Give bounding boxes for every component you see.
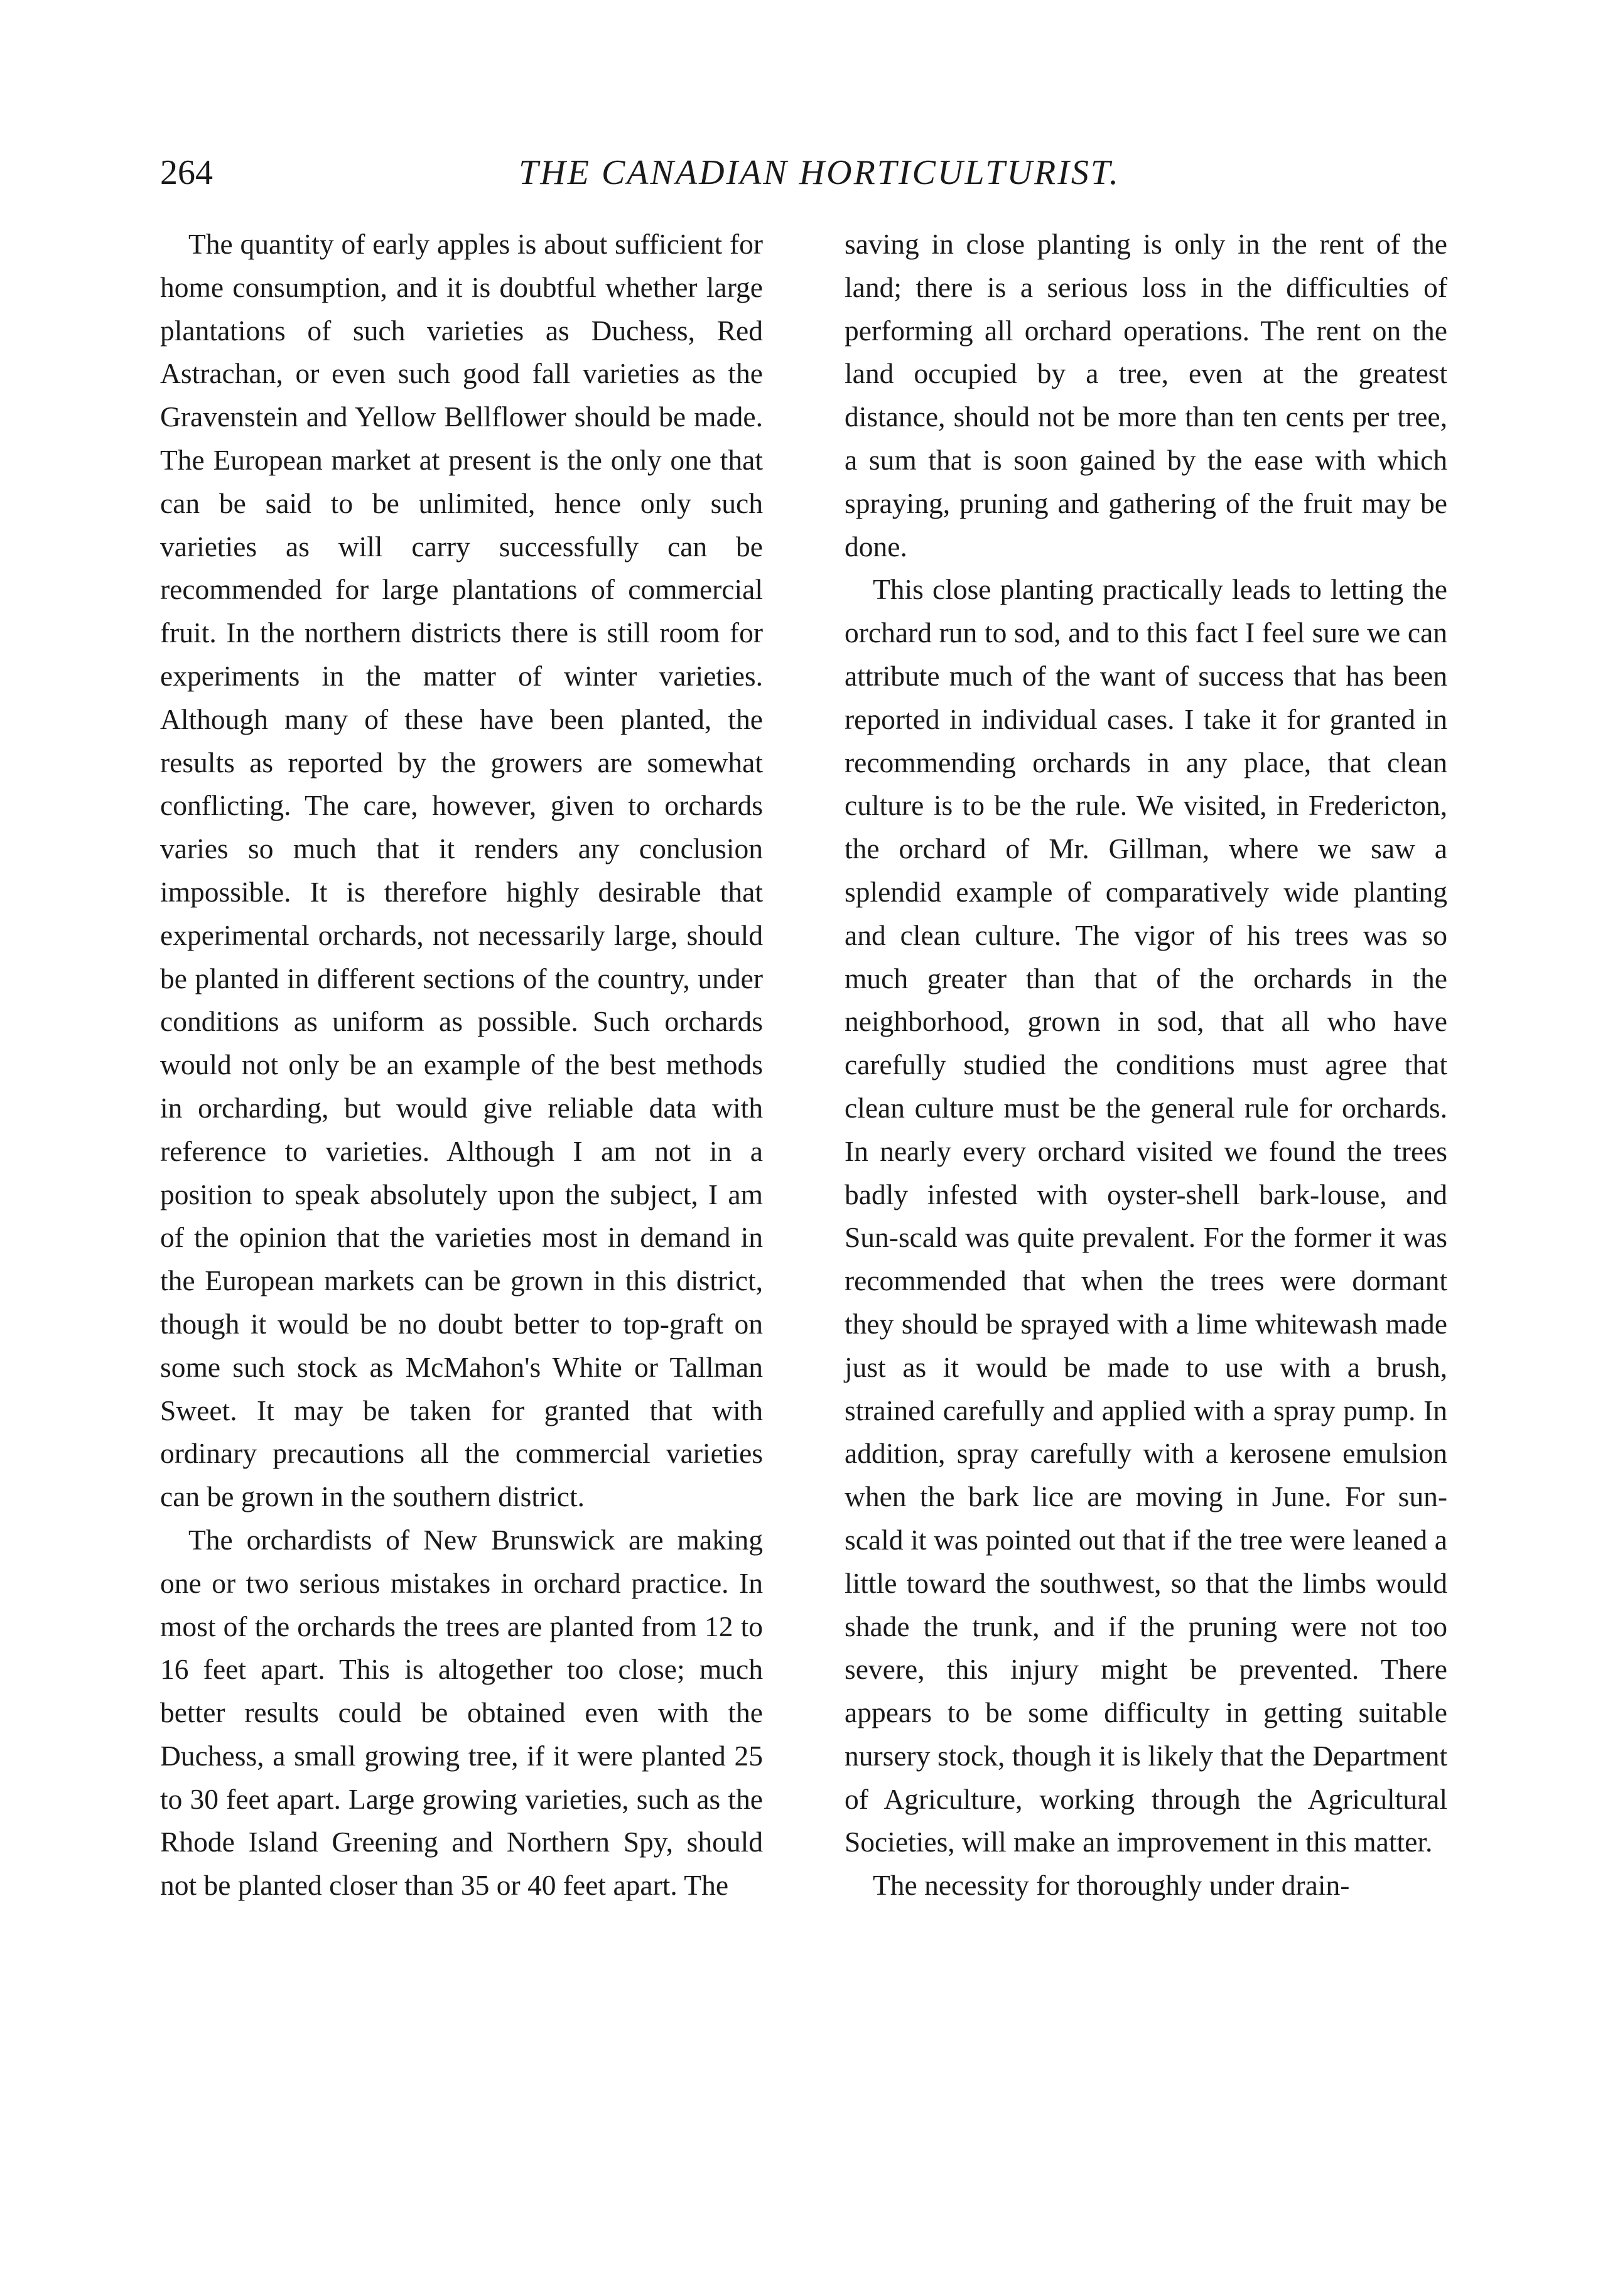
paragraph-close-planting-cost: saving in close planting is only in the rent of the land; there is a serious loss in the difficulties of performing all orchard operations. The rent on the land occupied by a tree, even at the greatest distance, should not be more than ten cents per tree, a sum that is soon gained by the ease with which spraying, pruning and gathering of the fruit may be done. [845, 228, 1447, 563]
page-number: 264 [160, 153, 213, 192]
left-column [160, 223, 763, 1907]
paragraph-under-drainage: The necessity for thoroughly under drain- [873, 1869, 1350, 1902]
paragraph-clean-culture: This close planting practically leads to letting the orchard run to sod, and to this fact I feel sure we can attribute much of the want of success that has been reported in individual cases. I take it for granted in recommending orchards in any place, that clean culture is to be the rule. We visited, in Fredericton, the orchard of Mr. Gillman, where we saw a splendid example of comparatively wide planting and clean culture. The vigor of his trees was so much greater than that of the orchards in the neighborhood, grown in sod, that all who have carefully studied the conditions must agree that clean culture must be the general rule for orchards. In nearly every orchard visited we found the trees badly infested with oyster-shell bark-louse, and Sun-scald was quite prevalent. For the former it was recommended that when the trees were dormant they should be sprayed with a lime whitewash made just as it would be made to use with a brush, strained carefully and applied with a spray pump. In addition, spray carefully with a kerosene emulsion when the bark lice are moving in June. For sun-scald it was pointed out that if the tree were leaned a little toward the southwest, so that the limbs would shade the trunk, and if the pruning were not too severe, this injury might be prevented. There appears to be some difficulty in getting suitable nursery stock, though it is likely that the Department of Agriculture, working through the Agricultural Societies, will make an improvement in this matter. [845, 573, 1447, 1858]
paragraph-early-apples: The quantity of early apples is about sufficient for home consumption, and it is doubtful whether large plantations of such varieties as Duchess, Red Astrachan, or even such good fall varieties as the Gravenstein and Yellow Bellflower should be made. The European market at present is the only one that can be said to be unlimited, hence only such varieties as will carry successfully can be recommended for large plantations of commercial fruit. In the northern districts there is still room for experiments in the matter of winter varieties. Although many of these have been planted, the results as reported by the growers are somewhat conflicting. The care, however, given to orchards varies so much that it renders any conclusion impossible. It is therefore highly desirable that experimental orchards, not necessarily large, should be planted in different sections of the country, under conditions as uniform as possible. Such orchards would not only be an example of the best methods in orcharding, but would give reliable data with reference to varieties. Although I am not in a position to speak absolutely upon the subject, I am of the opinion that the varieties most in demand in the European markets can be grown in this district, though it would be no doubt better to top-graft on some such stock as McMahon's White or Tallman Sweet. It may be taken for granted that with ordinary precautions all the commercial varieties can be grown in the southern district. [160, 228, 763, 1513]
right-column [845, 223, 1447, 1907]
running-head [160, 148, 1479, 198]
journal-title: THE CANADIAN HORTICULTURIST. [519, 153, 1120, 192]
paragraph-new-brunswick-orchardists: The orchardists of New Brunswick are making one or two serious mistakes in orchard practice. In most of the orchards the trees are planted from 12 to 16 feet apart. This is altogether too close; much better results could be obtained even with the Duchess, a small growing tree, if it were planted 25 to 30 feet apart. Large growing varieties, such as the Rhode Island Greening and Northern Spy, should not be planted closer than 35 or 40 feet apart. The [160, 1523, 763, 1902]
